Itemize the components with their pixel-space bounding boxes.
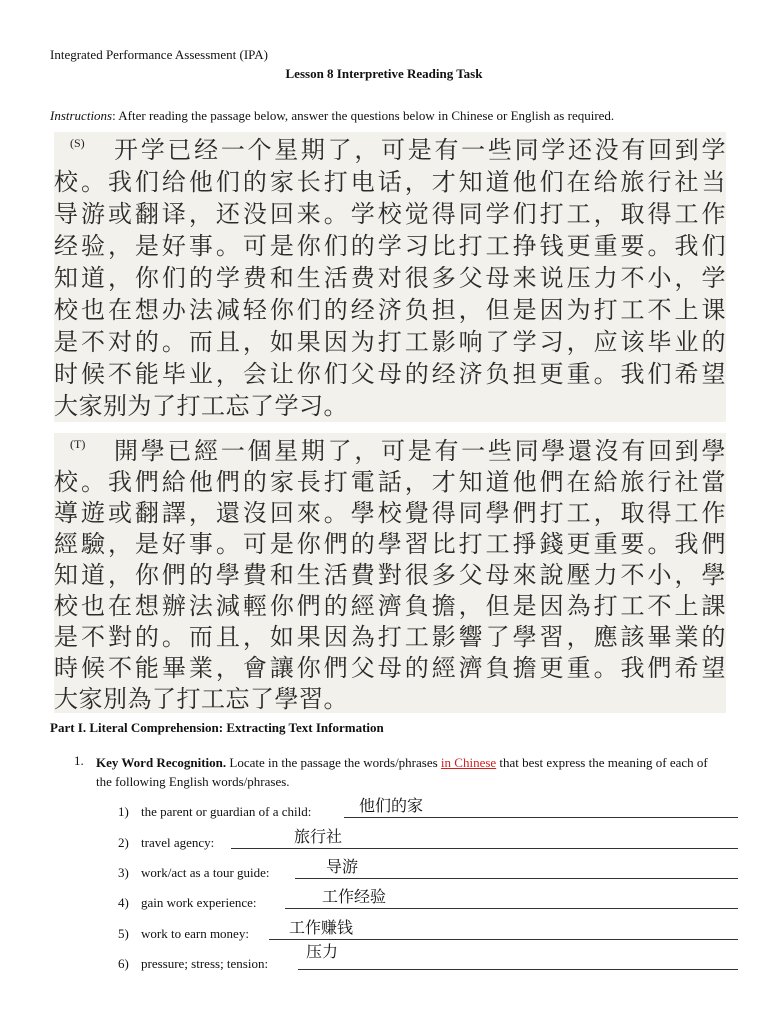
- question-text-a: Locate in the passage the words/phrases: [226, 755, 441, 770]
- item-number: 5): [118, 926, 129, 941]
- item-number: 1): [118, 804, 129, 819]
- document-title: Integrated Performance Assessment (IPA): [50, 47, 268, 62]
- passage-simplified: [54, 132, 726, 422]
- passage-line: 导游或翻译，还没回来。学校觉得同学们打工，取得工作: [54, 200, 726, 228]
- answer-item-6: [118, 942, 738, 972]
- item-number: 2): [118, 835, 129, 850]
- answer-line[interactable]: [298, 969, 738, 970]
- lesson-title: Lesson 8 Interpretive Reading Task: [285, 66, 483, 81]
- simplified-marker: (S): [70, 136, 85, 150]
- question-number: 1.: [74, 753, 84, 768]
- answer-text: 工作经验: [322, 887, 387, 906]
- passage-line: 开学已经一个星期了，可是有一些同学还没有回到学: [114, 136, 726, 164]
- answer-item-4: [118, 889, 738, 911]
- question-text-b: that best express the meaning of each of the following English words/phrases.: [96, 755, 708, 789]
- passage-line: 開學已經一個星期了，可是有一些同學還沒有回到學: [114, 437, 726, 465]
- answer-item-1: [118, 798, 738, 820]
- passage-line: 是不对的。而且，如果因为打工影响了学习，应该毕业的: [54, 328, 726, 356]
- answer-line[interactable]: [295, 878, 738, 879]
- passage-line: 知道，你們的學費和生活費對很多父母來說壓力不小，學: [54, 561, 726, 589]
- item-number: 3): [118, 865, 129, 880]
- passage-line: 是不對的。而且，如果因為打工影響了學習，應該畢業的: [54, 623, 726, 651]
- passage-line: 经验，是好事。可是你们的学习比打工挣钱更重要。我们: [54, 232, 726, 260]
- question-text: [96, 753, 716, 791]
- answer-text: 旅行社: [294, 827, 343, 846]
- passage-line: 校。我們給他們的家長打電話，才知道他們在給旅行社當: [54, 468, 726, 496]
- answer-item-3: [118, 859, 738, 881]
- item-label: work/act as a tour guide:: [141, 865, 270, 880]
- passage-line: 導遊或翻譯，還沒回來。學校覺得同學們打工，取得工作: [54, 499, 726, 527]
- passage-line: 大家別為了打工忘了學習。: [54, 685, 348, 713]
- answer-text: 导游: [326, 857, 359, 876]
- answer-line[interactable]: [269, 939, 738, 940]
- item-number: 6): [118, 956, 129, 971]
- part1-heading: Part I. Literal Comprehension: Extracting Text Information: [50, 720, 384, 735]
- instructions-label: Instructions: [50, 108, 113, 123]
- answer-line[interactable]: [285, 908, 738, 909]
- instructions-text: : After reading the passage below, answer the questions below in Chinese or English as required.: [112, 108, 615, 123]
- traditional-marker: (T): [70, 437, 86, 451]
- passage-line: 校也在想辦法減輕你們的經濟負擔，但是因為打工不上課: [54, 592, 726, 620]
- item-label: gain work experience:: [141, 895, 257, 910]
- passage-line: 时候不能毕业，会让你们父母的经济负担更重。我们希望: [54, 360, 726, 388]
- passage-line: 時候不能畢業，會讓你們父母的經濟負擔更重。我們希望: [54, 654, 726, 682]
- passage-line: 校。我们给他们的家长打电话，才知道他们在给旅行社当: [54, 168, 726, 196]
- answer-text: 压力: [306, 942, 339, 961]
- item-label: the parent or guardian of a child:: [141, 804, 312, 819]
- item-number: 4): [118, 895, 129, 910]
- answer-item-2: [118, 829, 738, 851]
- item-label: travel agency:: [141, 835, 215, 850]
- answer-item-5: [118, 920, 738, 942]
- passage-line: 校也在想办法减轻你们的经济负担，但是因为打工不上课: [54, 296, 726, 324]
- item-label: work to earn money:: [141, 926, 249, 941]
- question-bold: Key Word Recognition.: [96, 755, 227, 770]
- passage-line: 經驗，是好事。可是你們的學習比打工掙錢更重要。我們: [54, 530, 726, 558]
- answer-text: 他们的家: [359, 796, 424, 815]
- question-red-text: in Chinese: [440, 755, 497, 770]
- item-label: pressure; stress; tension:: [141, 956, 269, 971]
- answer-line[interactable]: [231, 848, 738, 849]
- passage-traditional: [54, 433, 726, 713]
- answer-text: 工作赚钱: [289, 918, 354, 937]
- instructions: [50, 108, 614, 124]
- passage-line: 大家别为了打工忘了学习。: [54, 392, 348, 420]
- answer-line[interactable]: [344, 817, 738, 818]
- passage-line: 知道，你们的学费和生活费对很多父母来说压力不小，学: [54, 264, 726, 292]
